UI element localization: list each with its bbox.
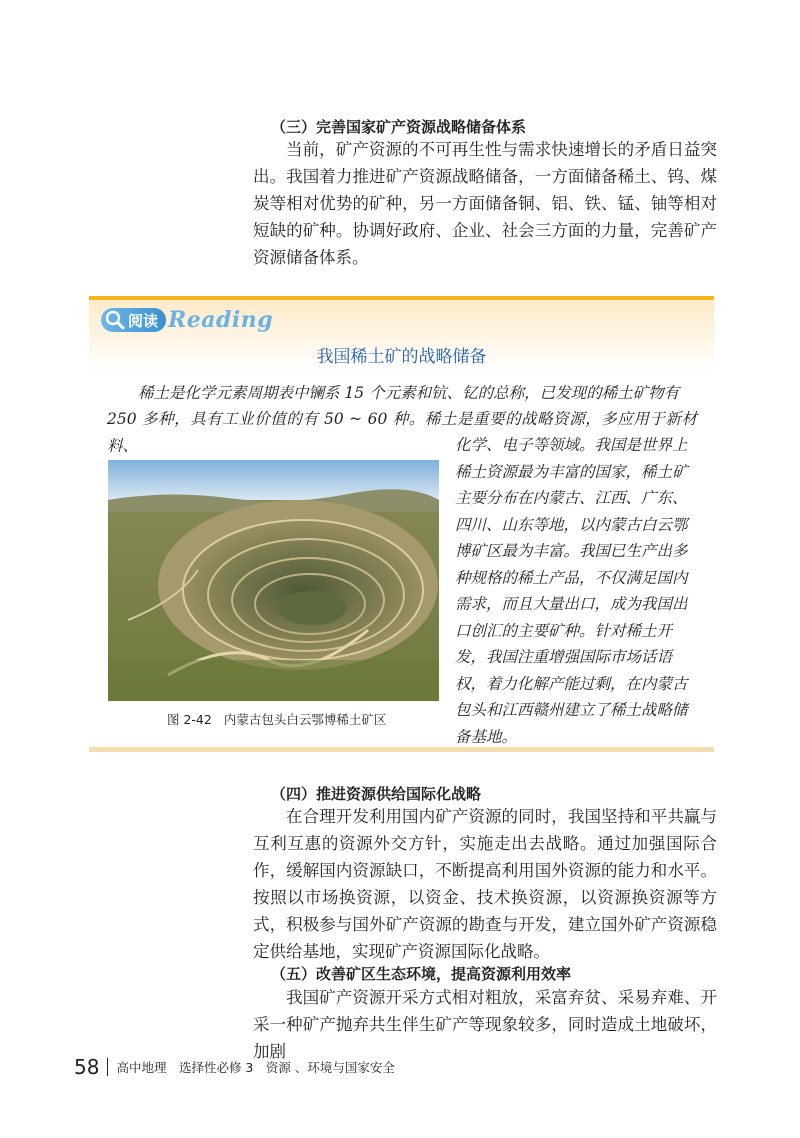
section-heading-3: （三）完善国家矿产资源战略储备体系 bbox=[271, 118, 527, 136]
page-footer bbox=[74, 1055, 395, 1079]
book-title: 高中地理 选择性必修 3 资源 、环境与国家安全 bbox=[116, 1060, 395, 1075]
section-paragraph-3: 当前，矿产资源的不可再生性与需求快速增长的矛盾日益突出。我国着力推进矿产资源战略储备，一方面储备稀土、钨、煤炭等相对优势的矿种，另一方面储备铜、铝、铁、锰、铀等相对短缺的矿种。协调好政府、企业、社会三方面的力量，完善矿产资源储备体系。 bbox=[253, 140, 717, 267]
figure-caption bbox=[167, 710, 386, 728]
figure-caption-text: 内蒙古包头白云鄂博稀土矿区 bbox=[223, 712, 387, 727]
reading-title: 我国稀土矿的战略储备 bbox=[316, 347, 487, 367]
reading-text-line-1: 稀土是化学元素周期表中镧系 15 个元素和钪、钇的总称，已发现的稀土矿物有 bbox=[138, 384, 680, 402]
reading-bottom-bar bbox=[89, 747, 714, 752]
section-paragraph-4: 在合理开发利用国内矿产资源的同时，我国坚持和平共赢与互利互惠的资源外交方针，实施走出去战略。通过加强国际合作，缓解国内资源缺口，不断提高利用国外资源的能力和水平。按照以市场换资源，以资金、技术换资源，以资源换资源等方式，积极参与国外矿产资源的勘查与开发，建立国外矿产资源稳定供给基地，实现矿产资源国际化战略。 bbox=[253, 807, 717, 961]
footer-divider bbox=[107, 1058, 108, 1076]
reading-tag bbox=[101, 308, 273, 332]
figure-number: 图 2-42 bbox=[167, 712, 212, 727]
magnifier-icon bbox=[105, 310, 125, 330]
section-heading-4: （四）推进资源供给国际化战略 bbox=[271, 785, 482, 803]
reading-tag-cn: 阅读 bbox=[128, 311, 159, 330]
reading-side-text: 化学、电子等领域。我国是世界上稀土资源最为丰富的国家，稀土矿主要分布在内蒙古、江西、广东、四川、山东等地，以内蒙古白云鄂博矿区最为丰富。我国已生产出多种规格的稀土产品，不仅满足国内需求，而且大量出口，成为我国出口创汇的主要矿种。针对稀土开发，我国注重增强国际市场话语权，着力化解产能过剩，在内蒙古包头和江西赣州建立了稀土战略储备基地。 bbox=[455, 436, 688, 746]
section-heading-5: （五）改善矿区生态环境，提高资源利用效率 bbox=[271, 965, 572, 983]
reading-tag-pill bbox=[101, 308, 166, 332]
section-paragraph-5: 我国矿产资源开采方式相对粗放，采富弃贫、采易弃难、开采一种矿产抛弃共生伴生矿产等现象较多，同时造成土地破坏，加剧 bbox=[253, 988, 717, 1061]
reading-text-line-2: 250 多种，具有工业价值的有 50 ~ 60 种。稀土是重要的战略资源，多应用于新材料、 bbox=[107, 410, 697, 455]
reading-box bbox=[89, 296, 714, 752]
reading-tag-en: Reading bbox=[168, 307, 274, 333]
page-number: 58 bbox=[74, 1055, 100, 1079]
mine-photo bbox=[108, 460, 439, 701]
